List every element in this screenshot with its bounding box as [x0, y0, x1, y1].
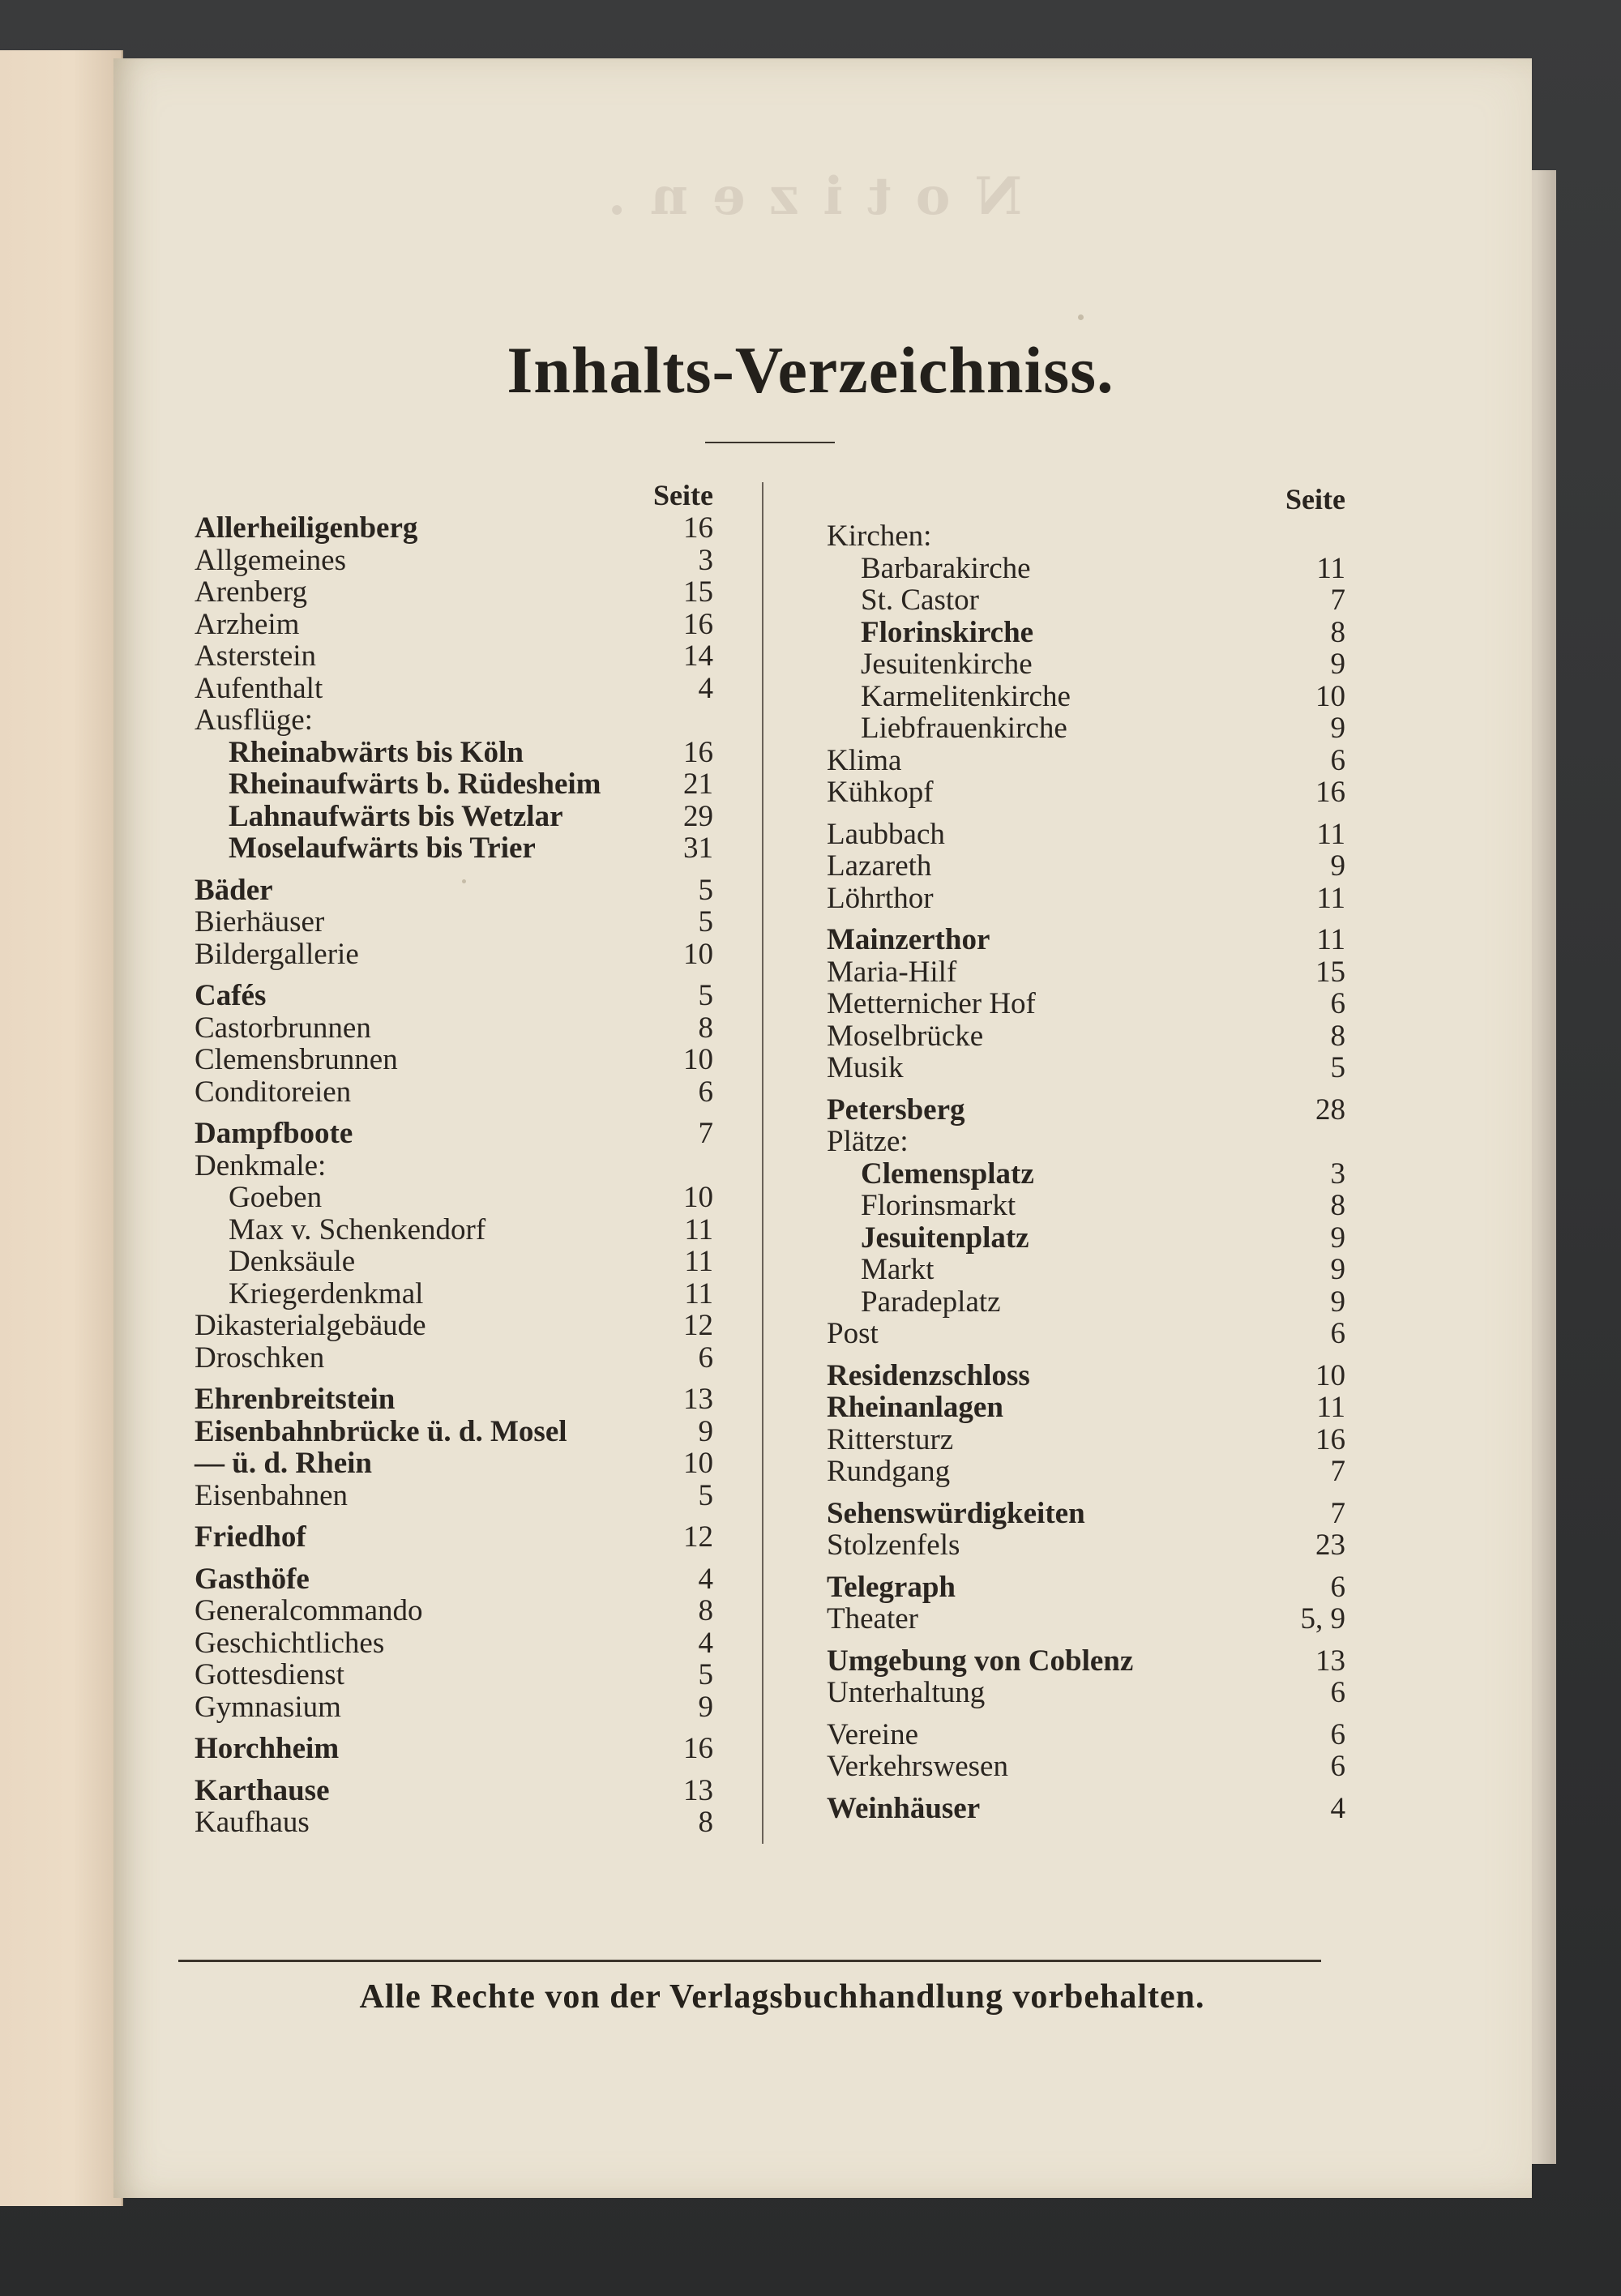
- index-entry: [827, 1286, 1345, 1319]
- index-entry: [195, 1246, 713, 1278]
- entry-label: Arenberg: [195, 575, 308, 609]
- entry-page-number: 11: [1316, 551, 1345, 585]
- entry-label: Paradeplatz: [861, 1285, 1001, 1319]
- entry-label: Asterstein: [195, 639, 317, 673]
- entry-label: Löhrthor: [827, 881, 934, 915]
- index-entry: [827, 1498, 1345, 1530]
- index-column-right: [827, 478, 1345, 1824]
- index-entry: [827, 553, 1345, 585]
- entry-page-number: 6: [1330, 743, 1345, 777]
- entry-label: Horchheim: [195, 1732, 340, 1765]
- entry-label: Allerheiligenberg: [195, 511, 418, 545]
- entry-label: Bierhäuser: [195, 905, 325, 938]
- index-entry: [827, 520, 1345, 553]
- entry-label: Eisenbahnbrücke ü. d. Mosel: [195, 1414, 567, 1448]
- entry-page-number: 16: [1315, 776, 1345, 809]
- entry-label: Gottesdienst: [195, 1658, 344, 1691]
- entry-label: Lahnaufwärts bis Wetzlar: [229, 799, 563, 833]
- index-entry: [195, 1076, 713, 1109]
- entry-label: Arzheim: [195, 607, 300, 641]
- entry-page-number: 11: [1316, 1391, 1345, 1424]
- entry-page-number: 7: [1330, 1455, 1345, 1488]
- index-entry: [827, 1751, 1345, 1783]
- index-entry: [827, 1094, 1345, 1127]
- index-entry: [195, 1214, 713, 1246]
- entry-page-number: 11: [684, 1245, 713, 1278]
- entry-page-number: 9: [1330, 849, 1345, 883]
- entry-label: Aufenthalt: [195, 671, 323, 705]
- entry-page-number: 10: [1315, 1358, 1345, 1392]
- index-entry: [195, 512, 713, 545]
- entry-page-number: 4: [1330, 1791, 1345, 1825]
- index-entry: [195, 1691, 713, 1724]
- entry-page-number: 9: [1330, 1253, 1345, 1286]
- entry-page-number: 5: [1330, 1051, 1345, 1084]
- entry-label: Florinskirche: [861, 615, 1034, 649]
- entry-page-number: 9: [1330, 1285, 1345, 1319]
- entry-label: Kriegerdenkmal: [229, 1276, 424, 1310]
- entry-page-number: 16: [1315, 1422, 1345, 1456]
- index-entry: [195, 1310, 713, 1342]
- index-entry: [827, 1360, 1345, 1392]
- entry-page-number: 13: [683, 1773, 713, 1807]
- entry-page-number: 10: [683, 1181, 713, 1214]
- index-entry: [827, 745, 1345, 777]
- index-entry: [195, 1342, 713, 1375]
- index-entry: [827, 1424, 1345, 1456]
- paper-speck: [1078, 314, 1084, 320]
- index-entry: [827, 648, 1345, 681]
- footer-rule: [178, 1960, 1321, 1962]
- index-entry: [827, 584, 1345, 617]
- entry-page-number: 12: [683, 1520, 713, 1554]
- index-entry: [827, 1318, 1345, 1350]
- entry-label: Rheinanlagen: [827, 1391, 1003, 1424]
- index-entry: [195, 1416, 713, 1448]
- index-entry: [195, 1044, 713, 1076]
- entry-label: Geschichtliches: [195, 1626, 385, 1660]
- index-entry: [827, 956, 1345, 989]
- index-entry: [827, 1126, 1345, 1158]
- entry-page-number: 8: [698, 1806, 713, 1839]
- index-entry: [827, 1571, 1345, 1604]
- entry-label: Bildergallerie: [195, 937, 359, 971]
- index-entry: [195, 1659, 713, 1691]
- index-entry: [827, 1020, 1345, 1053]
- entry-page-number: 4: [698, 671, 713, 705]
- index-entry: [195, 609, 713, 641]
- entry-page-number: 9: [698, 1414, 713, 1448]
- index-list-right: [827, 520, 1345, 1824]
- index-entry: [195, 1521, 713, 1554]
- entry-page-number: 10: [683, 937, 713, 971]
- entry-label: Mainzerthor: [827, 923, 990, 956]
- page-title: Inhalts-Verzeichniss.: [507, 333, 1114, 407]
- entry-label: Weinhäuser: [827, 1791, 981, 1825]
- index-entry: [827, 712, 1345, 745]
- index-entry: [195, 938, 713, 971]
- entry-page-number: 13: [683, 1383, 713, 1416]
- entry-page-number: 11: [684, 1212, 713, 1246]
- index-entry: [827, 988, 1345, 1020]
- entry-page-number: 31: [683, 832, 713, 865]
- entry-page-number: 11: [1316, 817, 1345, 851]
- entry-label: Gasthöfe: [195, 1562, 310, 1596]
- entry-page-number: 14: [683, 639, 713, 673]
- index-entry: [195, 980, 713, 1012]
- index-entry: [195, 1182, 713, 1214]
- entry-label: Rundgang: [827, 1455, 951, 1488]
- index-entry: [195, 1595, 713, 1627]
- entry-page-number: 11: [1316, 881, 1345, 915]
- entry-page-number: 9: [1330, 712, 1345, 745]
- entry-label: Friedhof: [195, 1520, 306, 1554]
- entry-page-number: 10: [683, 1043, 713, 1076]
- entry-label: Denkmale:: [195, 1148, 327, 1182]
- index-entry: [195, 1383, 713, 1416]
- entry-label: Droschken: [195, 1340, 325, 1375]
- entry-label: Telegraph: [827, 1570, 956, 1604]
- entry-label: Umgebung von Coblenz: [827, 1644, 1134, 1678]
- entry-page-number: 11: [684, 1276, 713, 1310]
- entry-page-number: 21: [683, 767, 713, 801]
- index-entry: [827, 1254, 1345, 1286]
- index-entry: [827, 1603, 1345, 1635]
- entry-label: Unterhaltung: [827, 1676, 986, 1709]
- entry-label: Rittersturz: [827, 1422, 954, 1456]
- index-entry: [195, 1563, 713, 1596]
- entry-label: Laubbach: [827, 817, 945, 851]
- index-entry: [195, 768, 713, 801]
- entry-page-number: 6: [1330, 1570, 1345, 1604]
- entry-page-number: 6: [1330, 1750, 1345, 1783]
- column-header-seite: Seite: [1285, 483, 1345, 515]
- index-entry: [827, 1222, 1345, 1255]
- bleed-through-text: Notizen.: [584, 166, 1022, 227]
- entry-label: Florinsmarkt: [861, 1189, 1016, 1222]
- title-rule: [705, 442, 835, 443]
- index-entry: [827, 883, 1345, 915]
- entry-page-number: 8: [698, 1011, 713, 1045]
- entry-label: Markt: [861, 1253, 935, 1286]
- index-entry: [827, 681, 1345, 713]
- entry-page-number: 9: [1330, 648, 1345, 681]
- entry-label: Barbarakirche: [861, 551, 1031, 585]
- entry-label: Rheinaufwärts b. Rüdesheim: [229, 767, 601, 801]
- entry-label: Liebfrauenkirche: [861, 712, 1067, 745]
- entry-label: Karthause: [195, 1773, 330, 1807]
- entry-label: Kirchen:: [827, 519, 932, 553]
- entry-page-number: 16: [683, 511, 713, 545]
- entry-page-number: 8: [1330, 615, 1345, 649]
- index-entry: [827, 1529, 1345, 1562]
- entry-page-number: 4: [698, 1562, 713, 1596]
- entry-label: Karmelitenkirche: [861, 679, 1071, 713]
- index-entry: [195, 673, 713, 705]
- entry-label: Denksäule: [229, 1245, 356, 1278]
- index-entry: [195, 1118, 713, 1150]
- entry-page-number: 23: [1315, 1529, 1345, 1562]
- index-entry: [827, 924, 1345, 956]
- index-entry: [827, 1052, 1345, 1084]
- entry-page-number: 6: [1330, 1317, 1345, 1350]
- index-entry: [195, 545, 713, 577]
- entry-label: Gymnasium: [195, 1690, 341, 1724]
- index-entry: [827, 1158, 1345, 1191]
- entry-page-number: 29: [683, 799, 713, 833]
- index-entry: [195, 1012, 713, 1045]
- entry-page-number: 6: [698, 1340, 713, 1375]
- entry-page-number: 11: [1316, 923, 1345, 956]
- index-entry: [827, 1645, 1345, 1678]
- index-entry: [827, 819, 1345, 851]
- entry-label: Klima: [827, 743, 902, 777]
- entry-label: Dampfboote: [195, 1117, 353, 1150]
- column-divider: [762, 482, 763, 1844]
- entry-page-number: 4: [698, 1626, 713, 1660]
- index-entry: [195, 1806, 713, 1839]
- entry-page-number: 5: [698, 979, 713, 1012]
- entry-label: Residenzschloss: [827, 1358, 1030, 1392]
- entry-page-number: 3: [698, 543, 713, 577]
- entry-page-number: 6: [1330, 1676, 1345, 1709]
- entry-label: Max v. Schenkendorf: [229, 1212, 486, 1246]
- entry-label: Dikasterialgebäude: [195, 1309, 426, 1342]
- entry-label: Kühkopf: [827, 776, 934, 809]
- index-list-left: [195, 512, 713, 1839]
- entry-page-number: 16: [683, 607, 713, 641]
- entry-label: Generalcommando: [195, 1594, 423, 1627]
- entry-page-number: 9: [698, 1690, 713, 1724]
- entry-label: Musik: [827, 1051, 904, 1084]
- entry-page-number: 13: [1315, 1644, 1345, 1678]
- entry-label: Stolzenfels: [827, 1529, 960, 1562]
- entry-label: Verkehrswesen: [827, 1750, 1008, 1783]
- index-entry: [195, 1150, 713, 1182]
- entry-label: Castorbrunnen: [195, 1011, 371, 1045]
- entry-page-number: 28: [1315, 1092, 1345, 1127]
- index-entry: [195, 1627, 713, 1660]
- entry-label: Clemensbrunnen: [195, 1043, 398, 1076]
- entry-label: Bäder: [195, 873, 273, 907]
- index-entry: [827, 1392, 1345, 1424]
- entry-page-number: 6: [1330, 1717, 1345, 1751]
- rights-notice: Alle Rechte von der Verlagsbuchhandlung vorbehalten.: [359, 1978, 1205, 2016]
- entry-page-number: 5: [698, 905, 713, 938]
- entry-label: Lazareth: [827, 849, 932, 883]
- entry-label: Metternicher Hof: [827, 987, 1036, 1020]
- entry-page-number: 5, 9: [1300, 1602, 1345, 1635]
- entry-page-number: 16: [683, 735, 713, 769]
- entry-page-number: 12: [683, 1309, 713, 1342]
- entry-page-number: 15: [1315, 955, 1345, 989]
- index-entry: [195, 832, 713, 865]
- entry-label: Post: [827, 1317, 879, 1350]
- entry-page-number: 5: [698, 873, 713, 907]
- entry-label: Petersberg: [827, 1092, 965, 1127]
- entry-page-number: 3: [1330, 1157, 1345, 1191]
- entry-page-number: 5: [698, 1658, 713, 1691]
- entry-page-number: 7: [1330, 1496, 1345, 1530]
- index-entry: [827, 850, 1345, 883]
- entry-page-number: 15: [683, 575, 713, 609]
- paper-speck: [462, 879, 466, 883]
- entry-page-number: 8: [1330, 1189, 1345, 1222]
- index-entry: [195, 906, 713, 938]
- entry-label: Kaufhaus: [195, 1806, 310, 1839]
- index-entry: [195, 576, 713, 609]
- index-entry: [827, 617, 1345, 649]
- index-entry: [827, 1456, 1345, 1488]
- entry-label: Rheinabwärts bis Köln: [229, 735, 524, 769]
- index-entry: [195, 640, 713, 673]
- index-entry: [827, 1677, 1345, 1709]
- entry-page-number: 9: [1330, 1221, 1345, 1255]
- entry-label: Allgemeines: [195, 543, 347, 577]
- index-entry: [195, 1278, 713, 1310]
- index-entry: [195, 704, 713, 737]
- index-entry: [827, 1793, 1345, 1825]
- entry-label: Vereine: [827, 1717, 918, 1751]
- index-entry: [827, 1190, 1345, 1222]
- entry-page-number: 6: [698, 1075, 713, 1109]
- entry-page-number: 7: [698, 1117, 713, 1150]
- entry-label: Moselaufwärts bis Trier: [229, 832, 536, 865]
- entry-page-number: 10: [683, 1447, 713, 1480]
- index-entry: [195, 737, 713, 769]
- index-entry: [195, 1733, 713, 1765]
- entry-label: Conditoreien: [195, 1075, 352, 1109]
- entry-label: Maria-Hilf: [827, 955, 957, 989]
- entry-page-number: 8: [698, 1594, 713, 1627]
- index-entry: [195, 1480, 713, 1512]
- entry-page-number: 8: [1330, 1019, 1345, 1053]
- index-entry: [827, 776, 1345, 809]
- entry-page-number: 7: [1330, 584, 1345, 617]
- entry-page-number: 5: [698, 1478, 713, 1512]
- entry-label: Theater: [827, 1602, 918, 1635]
- entry-label: St. Castor: [861, 584, 979, 617]
- entry-label: — ü. d. Rhein: [195, 1447, 372, 1480]
- entry-page-number: 6: [1330, 987, 1345, 1020]
- entry-label: Sehenswürdigkeiten: [827, 1496, 1085, 1530]
- entry-label: Eisenbahnen: [195, 1478, 349, 1512]
- entry-label: Ausflüge:: [195, 703, 313, 737]
- column-header-seite: Seite: [653, 479, 713, 511]
- entry-label: Jesuitenkirche: [861, 648, 1033, 681]
- entry-page-number: 10: [1315, 679, 1345, 713]
- index-entry: [827, 1719, 1345, 1751]
- entry-label: Moselbrücke: [827, 1019, 984, 1053]
- entry-label: Jesuitenplatz: [861, 1221, 1029, 1255]
- entry-page-number: 16: [683, 1732, 713, 1765]
- index-entry: [195, 1775, 713, 1807]
- index-entry: [195, 1447, 713, 1480]
- entry-label: Cafés: [195, 979, 267, 1012]
- entry-label: Clemensplatz: [861, 1157, 1034, 1191]
- index-entry: [195, 801, 713, 833]
- entry-label: Ehrenbreitstein: [195, 1383, 396, 1416]
- entry-label: Goeben: [229, 1181, 323, 1214]
- index-column-left: [195, 478, 713, 1839]
- entry-label: Plätze:: [827, 1125, 909, 1158]
- index-entry: [195, 874, 713, 907]
